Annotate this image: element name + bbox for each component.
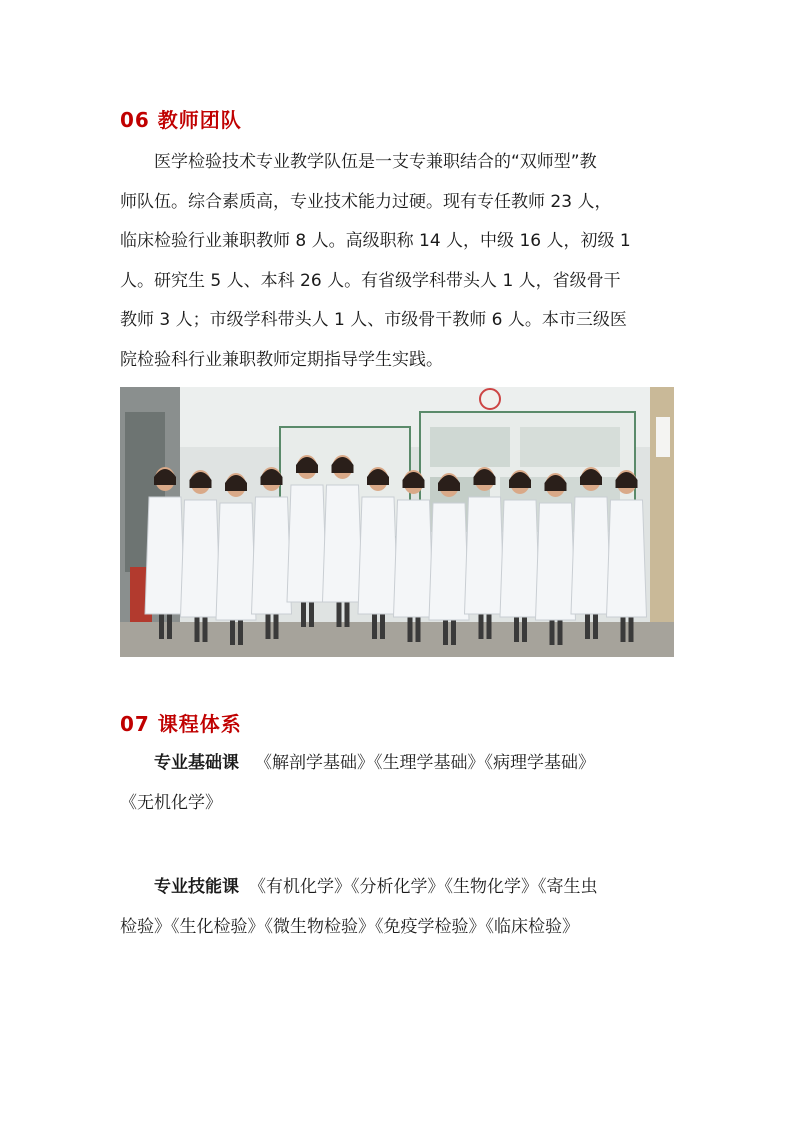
paragraph-line: 师队伍。综合素质高，专业技术能力过硬。现有专任教师 23 人，	[120, 191, 612, 212]
skill-courses-line	[120, 868, 675, 908]
basic-courses-list: 《解剖学基础》《生理学基础》《病理学基础》	[255, 753, 595, 773]
paragraph-line: 临床检验行业兼职教师 8 人。高级职称 14 人，中级 16 人，初级 1	[120, 231, 631, 251]
teacher-group-photo	[120, 387, 674, 657]
teacher-team-paragraph	[120, 143, 675, 380]
skill-courses-continuation: 检验》《生化检验》《微生物检验》《免疫学检验》《临床检验》	[120, 916, 579, 937]
basic-courses-line	[120, 744, 675, 784]
skill-courses-list: 《有机化学》《分析化学》《生物化学》《寄生虫	[249, 877, 598, 897]
skill-courses-block	[120, 868, 675, 947]
section-heading-teachers: 06 教师团队	[120, 108, 242, 132]
basic-courses-label: 专业基础课	[154, 753, 239, 773]
paragraph-line: 教师 3 人；市级学科带头人 1 人、市级骨干教师 6 人。本市三级医	[120, 310, 627, 330]
skill-courses-label: 专业技能课	[154, 877, 239, 897]
paragraph-line: 人。研究生 5 人、本科 26 人。有省级学科带头人 1 人，省级骨干	[120, 270, 621, 291]
basic-courses-block	[120, 744, 675, 823]
paragraph-line: 院检验科行业兼职教师定期指导学生实践。	[120, 349, 443, 370]
basic-courses-continuation: 《无机化学》	[120, 792, 222, 813]
section-heading-curriculum: 07 课程体系	[120, 712, 242, 736]
paragraph-line: 医学检验技术专业教学队伍是一支专兼职结合的“双师型”教	[154, 152, 597, 172]
